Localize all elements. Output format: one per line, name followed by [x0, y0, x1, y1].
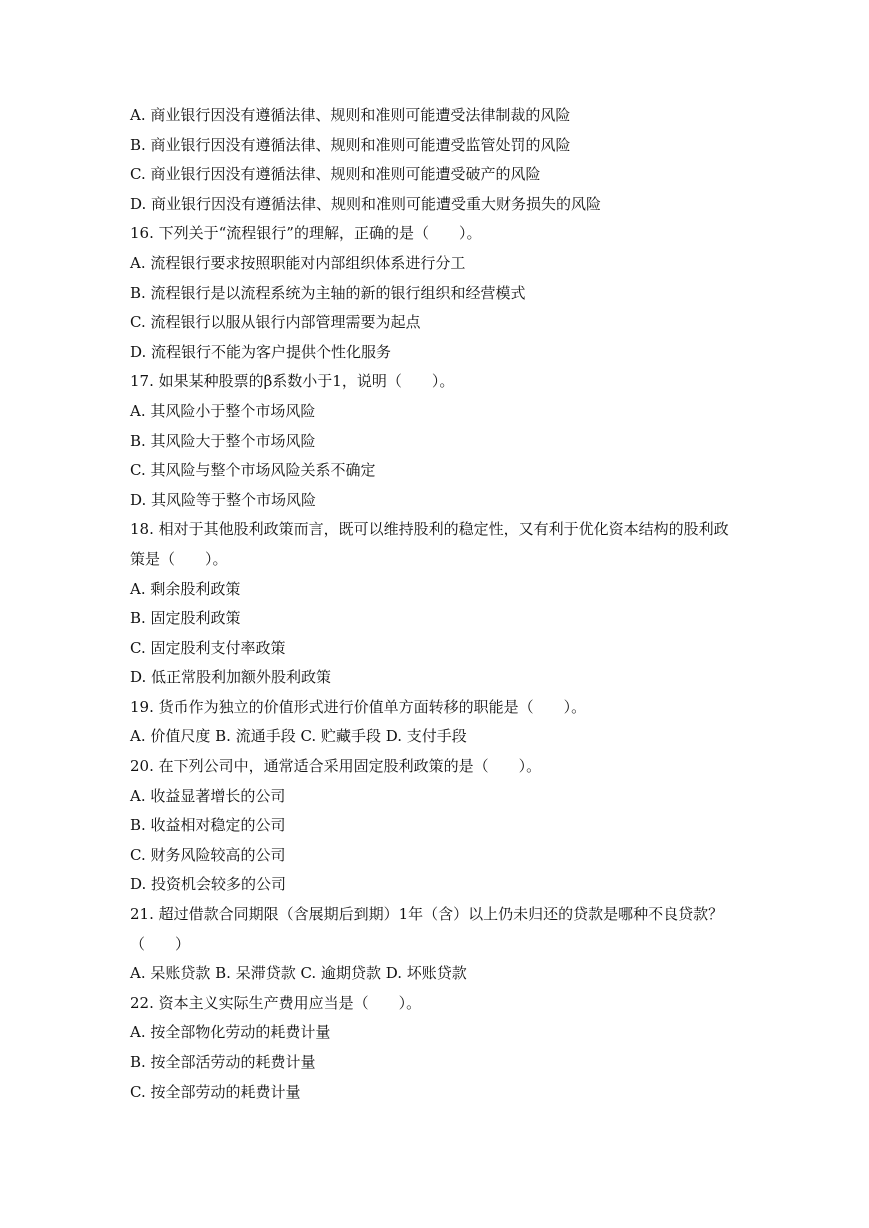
question-16-option-a: A. 流程银行要求按照职能对内部组织体系进行分工	[130, 253, 466, 272]
question-18-option-c: C. 固定股利支付率政策	[130, 638, 286, 657]
question-17-option-b: B. 其风险大于整个市场风险	[130, 431, 316, 450]
question-17-option-c: C. 其风险与整个市场风险关系不确定	[130, 461, 376, 480]
question-16-option-d: D. 流程银行不能为客户提供个性化服务	[130, 342, 392, 361]
question-19: 19. 货币作为独立的价值形式进行价值单方面转移的职能是（ ）。	[130, 697, 587, 716]
question-20-option-c: C. 财务风险较高的公司	[130, 845, 286, 864]
question-21: 21. 超过借款合同期限（含展期后到期）1年（含）以上仍未归还的贷款是哪种不良贷款？	[130, 905, 724, 924]
question-21-options: A. 呆账贷款 B. 呆滞贷款 C. 逾期贷款 D. 坏账贷款	[130, 964, 467, 983]
question-19-options: A. 价值尺度 B. 流通手段 C. 贮藏手段 D. 支付手段	[130, 727, 467, 746]
question-18-option-b: B. 固定股利政策	[130, 609, 241, 628]
question-18-option-a: A. 剩余股利政策	[130, 579, 241, 598]
question-17-option-a: A. 其风险小于整个市场风险	[130, 401, 316, 420]
question-22-option-c: C. 按全部劳动的耗费计量	[130, 1082, 301, 1101]
question-18: 18. 相对于其他股利政策而言，既可以维持股利的稳定性，又有利于优化资本结构的股利政	[130, 520, 729, 539]
question-20: 20. 在下列公司中，通常适合采用固定股利政策的是（ ）。	[130, 757, 542, 776]
question-16: 16. 下列关于“流程银行”的理解，正确的是（ ）。	[130, 224, 482, 243]
question-21-continued: （ ）	[130, 934, 191, 953]
option-d-financial-loss: D. 商业银行因没有遵循法律、规则和准则可能遭受重大财务损失的风险	[130, 194, 602, 213]
question-17: 17. 如果某种股票的β系数小于1，说明（ ）。	[130, 372, 455, 391]
question-18-option-d: D. 低正常股利加额外股利政策	[130, 668, 332, 687]
question-22-option-a: A. 按全部物化劳动的耗费计量	[130, 1023, 331, 1042]
question-18-continued: 策是（ ）。	[130, 549, 228, 568]
option-c-bankruptcy: C. 商业银行因没有遵循法律、规则和准则可能遭受破产的风险	[130, 165, 541, 184]
option-b-regulatory-penalty: B. 商业银行因没有遵循法律、规则和准则可能遭受监管处罚的风险	[130, 135, 571, 154]
question-22-option-b: B. 按全部活劳动的耗费计量	[130, 1053, 316, 1071]
question-20-option-a: A. 收益显著增长的公司	[130, 786, 286, 805]
question-20-option-b: B. 收益相对稳定的公司	[130, 816, 286, 835]
question-list	[130, 101, 745, 1107]
option-a-legal-sanction: A. 商业银行因没有遵循法律、规则和准则可能遭受法律制裁的风险	[130, 106, 571, 124]
question-16-option-b: B. 流程银行是以流程系统为主轴的新的银行组织和经营模式	[130, 283, 526, 302]
question-17-option-d: D. 其风险等于整个市场风险	[130, 490, 317, 509]
question-22: 22. 资本主义实际生产费用应当是（ ）。	[130, 993, 422, 1012]
question-16-option-c: C. 流程银行以服从银行内部管理需要为起点	[130, 313, 421, 332]
question-20-option-d: D. 投资机会较多的公司	[130, 875, 287, 894]
